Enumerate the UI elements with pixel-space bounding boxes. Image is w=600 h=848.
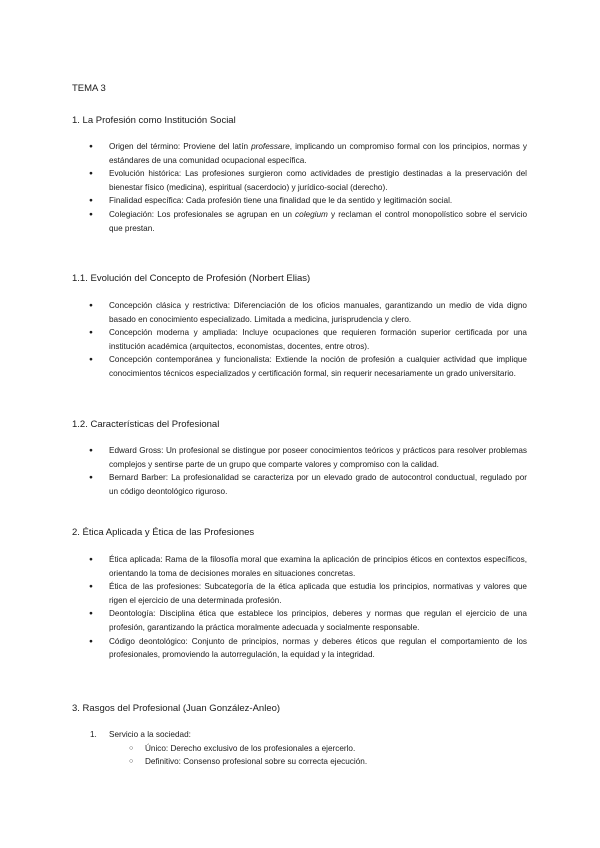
list-item: ● Finalidad específica: Cada profesión tiene una finalidad que le da sentido y legitimación social. [109, 194, 527, 208]
section-heading: 3. Rasgos del Profesional (Juan González-Anleo) [72, 703, 281, 714]
numbered-list [90, 728, 527, 769]
document-title: TEMA 3 [72, 83, 106, 94]
list-item: ● Ética aplicada: Rama de la filosofía moral que examina la aplicación de principios éticos en contextos específicos, orientando la toma de decisiones morales en situaciones concretas. [109, 553, 527, 580]
list-item: ● Concepción moderna y ampliada: Incluye ocupaciones que requieren formación superior certificada por una institución académica (arquitectos, economistas, docentes, entre otros). [109, 326, 527, 353]
list-item: ● Colegiación: Los profesionales se agrupan en un colegium y reclaman el control monopolístico sobre el servicio que prestan. [109, 208, 527, 235]
bullet-list [109, 444, 527, 498]
section-heading: 1.2. Características del Profesional [72, 419, 220, 430]
list-item: ● Deontología: Disciplina ética que establece los principios, deberes y normas que regulan el ejercicio de una profesión, garantizando la práctica moralmente adecuada y socialmente responsable. [109, 607, 527, 634]
list-item: ● Concepción contemporánea y funcionalista: Extiende la noción de profesión a cualquier actividad que implique conocimientos técnicos especializados y certificación formal, sin requerir necesariamente un grado universitario. [109, 353, 527, 380]
list-item: ● Origen del término: Proviene del latín professare, implicando un compromiso formal con los principios, normas y estándares de una comunidad ocupacional específica. [109, 140, 527, 167]
bullet-list [109, 299, 527, 381]
list-item: ● Código deontológico: Conjunto de principios, normas y deberes éticos que regulan el comportamiento de los profesionales, promoviendo la autorregulación, la equidad y la integridad. [109, 635, 527, 662]
list-item: ● Edward Gross: Un profesional se distingue por poseer conocimientos teóricos y prácticos para resolver problemas complejos y sentirse parte de un grupo que comparte valores y compromiso con la calidad. [109, 444, 527, 471]
list-item: ● Concepción clásica y restrictiva: Diferenciación de los oficios manuales, garantizando un medio de vida digno basado en conocimiento especializado. Limitada a medicina, jurisprudencia y clero. [109, 299, 527, 326]
list-item: ● Bernard Barber: La profesionalidad se caracteriza por un elevado grado de autocontrol conductual, regulado por un código deontológico riguroso. [109, 471, 527, 498]
section-heading: 1.1. Evolución del Concepto de Profesión (Norbert Elias) [72, 273, 311, 284]
bullet-list [109, 140, 527, 235]
list-item: ● Ética de las profesiones: Subcategoría de la ética aplicada que estudia los principios, normativas y valores que rigen el ejercicio de una determinada profesión. [109, 580, 527, 607]
section-heading: 2. Ética Aplicada y Ética de las Profesiones [72, 527, 255, 538]
sub-list [109, 742, 527, 769]
list-item [90, 728, 527, 769]
bullet-list [109, 553, 527, 662]
list-number: 1. [90, 730, 97, 739]
list-item: ● Evolución histórica: Las profesiones surgieron como actividades de prestigio destinadas a la preservación del bienestar físico (medicina), espiritual (sacerdocio) y jurídico-social (derecho). [109, 167, 527, 194]
sub-list-item: ○ Definitivo: Consenso profesional sobre su correcta ejecución. [145, 755, 527, 769]
sub-list-item: ○ Único: Derecho exclusivo de los profesionales a ejercerlo. [145, 742, 527, 756]
list-item-label: Servicio a la sociedad: [109, 730, 191, 739]
section-heading: 1. La Profesión como Institución Social [72, 115, 236, 126]
